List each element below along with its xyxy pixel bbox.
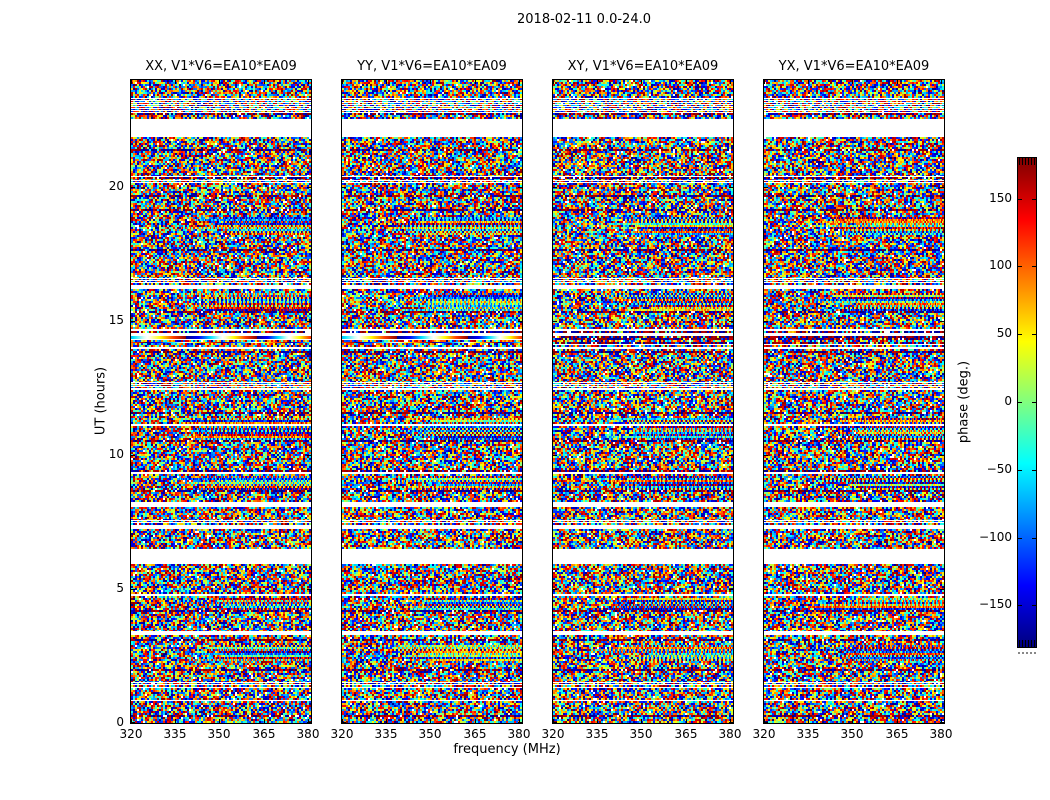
colorbar-tick-label: 100 xyxy=(989,258,1012,272)
x-tick-label: 335 xyxy=(585,727,609,741)
heatmap-canvas-yy xyxy=(342,80,522,723)
x-tick-label: 335 xyxy=(374,727,398,741)
x-tick-label: 380 xyxy=(296,727,320,741)
panel-title-xx: XX, V1*V6=EA10*EA09 xyxy=(145,59,297,74)
panel-title-yx: YX, V1*V6=EA10*EA09 xyxy=(778,59,930,74)
x-tick-label: 380 xyxy=(929,727,953,741)
colorbar-canvas xyxy=(1018,158,1036,647)
y-tick-label: 5 xyxy=(116,581,124,595)
colorbar-tick-label: 50 xyxy=(996,326,1012,340)
heatmap-canvas-xy xyxy=(553,80,733,723)
heatmap-panel-xx xyxy=(130,79,312,724)
colorbar-tick-label: 150 xyxy=(989,191,1012,205)
x-tick-label: 320 xyxy=(752,727,776,741)
x-tick-label: 350 xyxy=(840,727,864,741)
x-tick-label: 335 xyxy=(796,727,820,741)
panel-title-xy: XY, V1*V6=EA10*EA09 xyxy=(567,59,719,74)
x-tick-label: 380 xyxy=(718,727,742,741)
colorbar-label: phase (deg.) xyxy=(956,360,972,444)
x-tick-label: 320 xyxy=(541,727,565,741)
x-tick-label: 380 xyxy=(507,727,531,741)
x-tick-label: 320 xyxy=(119,727,143,741)
y-tick-label: 10 xyxy=(108,447,124,461)
x-tick-label: 350 xyxy=(629,727,653,741)
colorbar-tick-label: 0 xyxy=(1004,394,1012,408)
y-tick-label: 15 xyxy=(108,313,124,327)
heatmap-canvas-xx xyxy=(131,80,311,723)
colorbar-tick-label: −50 xyxy=(986,462,1012,476)
x-tick-label: 320 xyxy=(330,727,354,741)
y-tick-label: 0 xyxy=(116,715,124,729)
x-tick-label: 335 xyxy=(163,727,187,741)
x-tick-label: 365 xyxy=(463,727,487,741)
x-tick-label: 365 xyxy=(885,727,909,741)
heatmap-panel-xy xyxy=(552,79,734,724)
colorbar xyxy=(1017,157,1037,648)
colorbar-tick-label: −150 xyxy=(979,597,1012,611)
y-tick-label: 20 xyxy=(108,179,124,193)
colorbar-tick-label: −100 xyxy=(979,530,1012,544)
x-axis-label: frequency (MHz) xyxy=(453,742,561,757)
x-tick-label: 365 xyxy=(674,727,698,741)
x-tick-label: 350 xyxy=(418,727,442,741)
x-tick-label: 350 xyxy=(207,727,231,741)
x-tick-label: 365 xyxy=(252,727,276,741)
heatmap-panel-yx xyxy=(763,79,945,724)
colorbar-extend-dots xyxy=(1018,652,1036,654)
heatmap-panel-yy xyxy=(341,79,523,724)
panel-title-yy: YY, V1*V6=EA10*EA09 xyxy=(357,59,507,74)
heatmap-canvas-yx xyxy=(764,80,944,723)
y-axis-label: UT (hours) xyxy=(93,366,109,436)
figure-title: 2018-02-11 0.0-24.0 xyxy=(517,12,651,27)
